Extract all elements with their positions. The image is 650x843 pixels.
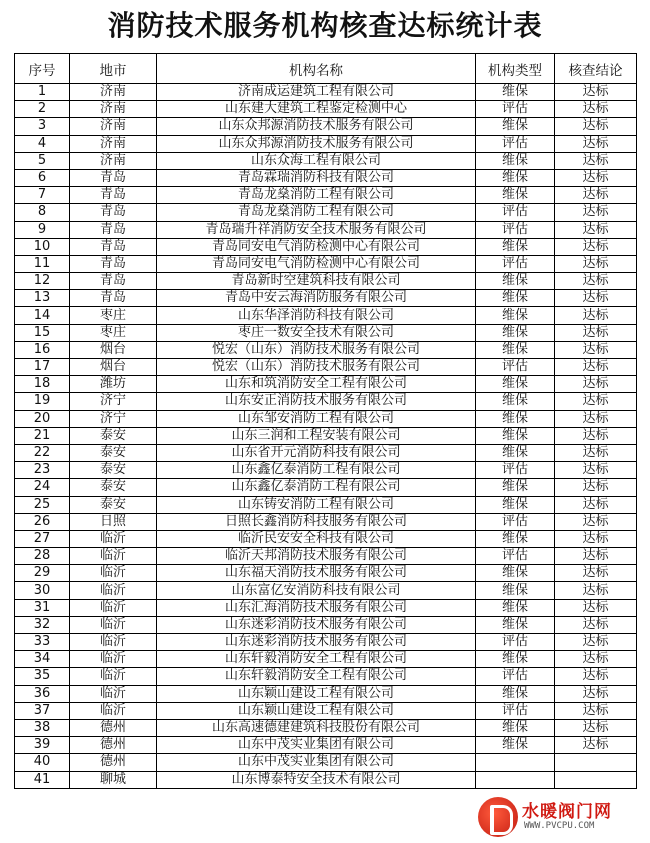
- cell-org-name: 山东三润和工程安装有限公司: [157, 427, 476, 444]
- cell-city: 德州: [70, 719, 157, 736]
- cell-city: 临沂: [70, 668, 157, 685]
- cell-result: 达标: [555, 221, 637, 238]
- table-row: [15, 359, 637, 376]
- cell-org-type: [476, 771, 555, 788]
- cell-city: 青岛: [70, 187, 157, 204]
- cell-org-name: 山东颖山建设工程有限公司: [157, 702, 476, 719]
- cell-result: 达标: [555, 462, 637, 479]
- cell-index: 16: [15, 341, 70, 358]
- cell-org-name: 临沂民安安全科技有限公司: [157, 530, 476, 547]
- table-row: [15, 702, 637, 719]
- cell-index: 9: [15, 221, 70, 238]
- cell-index: 34: [15, 651, 70, 668]
- cell-org-name: 山东迷彩消防技术服务有限公司: [157, 616, 476, 633]
- cell-city: 烟台: [70, 359, 157, 376]
- cell-result: 达标: [555, 341, 637, 358]
- table-row: [15, 376, 637, 393]
- cell-org-name: 山东高速德建建筑科技股份有限公司: [157, 719, 476, 736]
- cell-city: 济南: [70, 84, 157, 101]
- cell-result: 达标: [555, 204, 637, 221]
- table-row: [15, 685, 637, 702]
- cell-result: 达标: [555, 530, 637, 547]
- table-row: [15, 290, 637, 307]
- cell-city: 德州: [70, 754, 157, 771]
- cell-city: 德州: [70, 737, 157, 754]
- cell-result: 达标: [555, 169, 637, 186]
- table-row: [15, 565, 637, 582]
- cell-org-name: 山东众邦源消防技术服务有限公司: [157, 118, 476, 135]
- cell-city: 临沂: [70, 702, 157, 719]
- cell-org-name: 山东邹安消防工程有限公司: [157, 410, 476, 427]
- cell-city: 青岛: [70, 221, 157, 238]
- cell-result: 达标: [555, 444, 637, 461]
- cell-result: 达标: [555, 616, 637, 633]
- cell-org-type: 评估: [476, 359, 555, 376]
- cell-org-type: 评估: [476, 634, 555, 651]
- table-row: [15, 548, 637, 565]
- cell-city: 济南: [70, 101, 157, 118]
- cell-result: 达标: [555, 101, 637, 118]
- cell-result: 达标: [555, 118, 637, 135]
- cell-result: 达标: [555, 719, 637, 736]
- cell-org-name: 山东轩毅消防安全工程有限公司: [157, 651, 476, 668]
- table-row: [15, 152, 637, 169]
- table-row: [15, 307, 637, 324]
- cell-city: 临沂: [70, 548, 157, 565]
- cell-org-type: 维保: [476, 651, 555, 668]
- cell-result: [555, 771, 637, 788]
- cell-index: 33: [15, 634, 70, 651]
- cell-city: 青岛: [70, 255, 157, 272]
- cell-org-type: 评估: [476, 513, 555, 530]
- cell-index: 2: [15, 101, 70, 118]
- cell-city: 枣庄: [70, 307, 157, 324]
- cell-org-type: 维保: [476, 444, 555, 461]
- cell-result: 达标: [555, 376, 637, 393]
- cell-index: 8: [15, 204, 70, 221]
- cell-org-name: 青岛瑞升祥消防安全技术服务有限公司: [157, 221, 476, 238]
- table-body: [15, 84, 637, 789]
- table-row: [15, 530, 637, 547]
- cell-org-type: 维保: [476, 530, 555, 547]
- cell-city: 济宁: [70, 410, 157, 427]
- cell-org-name: 山东和筑消防安全工程有限公司: [157, 376, 476, 393]
- cell-index: 27: [15, 530, 70, 547]
- cell-org-name: 山东华泽消防科技有限公司: [157, 307, 476, 324]
- table-row: [15, 462, 637, 479]
- cell-org-name: 青岛龙燊消防工程有限公司: [157, 187, 476, 204]
- cell-index: 31: [15, 599, 70, 616]
- cell-org-type: 维保: [476, 376, 555, 393]
- cell-org-type: 评估: [476, 101, 555, 118]
- cell-result: 达标: [555, 496, 637, 513]
- cell-index: 32: [15, 616, 70, 633]
- cell-city: 临沂: [70, 685, 157, 702]
- cell-result: 达标: [555, 565, 637, 582]
- cell-org-name: 山东众邦源消防技术服务有限公司: [157, 135, 476, 152]
- table-row: [15, 135, 637, 152]
- cell-city: 枣庄: [70, 324, 157, 341]
- cell-org-type: 维保: [476, 496, 555, 513]
- cell-city: 临沂: [70, 599, 157, 616]
- table-row: [15, 651, 637, 668]
- cell-index: 39: [15, 737, 70, 754]
- cell-city: 济南: [70, 152, 157, 169]
- cell-org-type: 维保: [476, 238, 555, 255]
- table-row: [15, 84, 637, 101]
- cell-org-name: 山东福天消防技术服务有限公司: [157, 565, 476, 582]
- table-row: [15, 444, 637, 461]
- cell-index: 36: [15, 685, 70, 702]
- cell-org-type: 维保: [476, 290, 555, 307]
- cell-org-type: 评估: [476, 135, 555, 152]
- cell-org-name: 山东安正消防技术服务有限公司: [157, 393, 476, 410]
- cell-result: 达标: [555, 84, 637, 101]
- cell-index: 30: [15, 582, 70, 599]
- cell-city: 泰安: [70, 444, 157, 461]
- cell-city: 泰安: [70, 462, 157, 479]
- cell-result: 达标: [555, 702, 637, 719]
- cell-city: 临沂: [70, 616, 157, 633]
- table-row: [15, 221, 637, 238]
- table-row: [15, 255, 637, 272]
- cell-city: 青岛: [70, 169, 157, 186]
- cell-result: 达标: [555, 548, 637, 565]
- table-header-row: [15, 54, 637, 84]
- cell-index: 29: [15, 565, 70, 582]
- cell-result: 达标: [555, 737, 637, 754]
- header-org-name: 机构名称: [157, 54, 476, 84]
- cell-org-type: 评估: [476, 668, 555, 685]
- table-row: [15, 719, 637, 736]
- table-row: [15, 754, 637, 771]
- cell-result: 达标: [555, 273, 637, 290]
- cell-org-type: 维保: [476, 187, 555, 204]
- cell-city: 青岛: [70, 238, 157, 255]
- page-title: 消防技术服务机构核查达标统计表: [107, 9, 543, 42]
- watermark-url: WWW.PVCPU.COM: [524, 821, 595, 831]
- cell-city: 临沂: [70, 651, 157, 668]
- cell-org-type: 维保: [476, 582, 555, 599]
- cell-index: 21: [15, 427, 70, 444]
- cell-org-type: 评估: [476, 255, 555, 272]
- table-row: [15, 273, 637, 290]
- table-row: [15, 634, 637, 651]
- cell-result: 达标: [555, 135, 637, 152]
- cell-org-name: 山东中茂实业集团有限公司: [157, 737, 476, 754]
- cell-index: 5: [15, 152, 70, 169]
- cell-org-name: 山东汇海消防技术服务有限公司: [157, 599, 476, 616]
- cell-result: 达标: [555, 255, 637, 272]
- cell-result: 达标: [555, 307, 637, 324]
- watermark-text: 水暖阀门网: [522, 802, 612, 822]
- table-row: [15, 479, 637, 496]
- table-row: [15, 427, 637, 444]
- cell-city: 青岛: [70, 290, 157, 307]
- cell-org-type: 评估: [476, 462, 555, 479]
- cell-index: 25: [15, 496, 70, 513]
- cell-org-name: 青岛同安电气消防检测中心有限公司: [157, 238, 476, 255]
- table-row: [15, 324, 637, 341]
- table-row: [15, 496, 637, 513]
- cell-org-name: 青岛中安云海消防服务有限公司: [157, 290, 476, 307]
- cell-org-name: 青岛同安电气消防检测中心有限公司: [157, 255, 476, 272]
- cell-city: 济南: [70, 118, 157, 135]
- cell-index: 37: [15, 702, 70, 719]
- cell-result: 达标: [555, 634, 637, 651]
- cell-index: 15: [15, 324, 70, 341]
- cell-org-name: 山东中茂实业集团有限公司: [157, 754, 476, 771]
- cell-index: 20: [15, 410, 70, 427]
- table-row: [15, 341, 637, 358]
- cell-index: 4: [15, 135, 70, 152]
- cell-org-type: 评估: [476, 702, 555, 719]
- table-row: [15, 169, 637, 186]
- cell-org-name: 山东富亿安消防科技有限公司: [157, 582, 476, 599]
- cell-index: 6: [15, 169, 70, 186]
- header-index: 序号: [15, 54, 70, 84]
- cell-org-name: 山东鑫亿泰消防工程有限公司: [157, 479, 476, 496]
- statistics-table: [14, 53, 637, 789]
- cell-result: 达标: [555, 685, 637, 702]
- cell-org-name: 山东铸安消防工程有限公司: [157, 496, 476, 513]
- cell-index: 1: [15, 84, 70, 101]
- cell-org-name: 枣庄一数安全技术有限公司: [157, 324, 476, 341]
- cell-city: 济宁: [70, 393, 157, 410]
- cell-org-name: 山东博泰特安全技术有限公司: [157, 771, 476, 788]
- table-row: [15, 393, 637, 410]
- table-row: [15, 204, 637, 221]
- cell-org-name: 青岛龙燊消防工程有限公司: [157, 204, 476, 221]
- table-row: [15, 101, 637, 118]
- cell-org-name: 山东鑫亿泰消防工程有限公司: [157, 462, 476, 479]
- table-row: [15, 668, 637, 685]
- cell-index: 26: [15, 513, 70, 530]
- cell-org-type: 维保: [476, 616, 555, 633]
- cell-org-name: 临沂天邦消防技术服务有限公司: [157, 548, 476, 565]
- table-row: [15, 187, 637, 204]
- table-row: [15, 513, 637, 530]
- cell-org-type: 维保: [476, 152, 555, 169]
- table-row: [15, 410, 637, 427]
- cell-org-type: 维保: [476, 599, 555, 616]
- cell-org-type: 评估: [476, 548, 555, 565]
- cell-index: 35: [15, 668, 70, 685]
- cell-org-type: 维保: [476, 118, 555, 135]
- table-row: [15, 616, 637, 633]
- header-result: 核查结论: [555, 54, 637, 84]
- cell-result: [555, 754, 637, 771]
- valve-logo-icon: [478, 797, 518, 837]
- cell-org-name: 山东建大建筑工程鉴定检测中心: [157, 101, 476, 118]
- cell-result: 达标: [555, 187, 637, 204]
- cell-index: 28: [15, 548, 70, 565]
- cell-city: 聊城: [70, 771, 157, 788]
- cell-index: 40: [15, 754, 70, 771]
- cell-org-type: 维保: [476, 565, 555, 582]
- cell-org-type: 维保: [476, 479, 555, 496]
- cell-org-name: 悦宏（山东）消防技术服务有限公司: [157, 341, 476, 358]
- cell-city: 临沂: [70, 634, 157, 651]
- cell-index: 18: [15, 376, 70, 393]
- cell-index: 7: [15, 187, 70, 204]
- cell-org-name: 山东众海工程有限公司: [157, 152, 476, 169]
- cell-index: 22: [15, 444, 70, 461]
- cell-index: 17: [15, 359, 70, 376]
- cell-result: 达标: [555, 668, 637, 685]
- cell-index: 11: [15, 255, 70, 272]
- table-row: [15, 737, 637, 754]
- cell-result: 达标: [555, 324, 637, 341]
- cell-org-name: 青岛霖瑞消防科技有限公司: [157, 169, 476, 186]
- cell-org-name: 山东迷彩消防技术服务有限公司: [157, 634, 476, 651]
- cell-result: 达标: [555, 479, 637, 496]
- cell-city: 泰安: [70, 496, 157, 513]
- cell-org-type: 维保: [476, 427, 555, 444]
- cell-index: 13: [15, 290, 70, 307]
- cell-org-type: 评估: [476, 204, 555, 221]
- cell-index: 38: [15, 719, 70, 736]
- cell-org-type: 维保: [476, 273, 555, 290]
- cell-result: 达标: [555, 582, 637, 599]
- cell-org-type: 维保: [476, 84, 555, 101]
- cell-result: 达标: [555, 290, 637, 307]
- cell-city: 济南: [70, 135, 157, 152]
- cell-index: 12: [15, 273, 70, 290]
- cell-result: 达标: [555, 599, 637, 616]
- cell-city: 泰安: [70, 479, 157, 496]
- cell-org-type: 维保: [476, 307, 555, 324]
- table-row: [15, 599, 637, 616]
- cell-org-name: 青岛新时空建筑科技有限公司: [157, 273, 476, 290]
- cell-result: 达标: [555, 410, 637, 427]
- cell-org-type: 维保: [476, 324, 555, 341]
- table-row: [15, 118, 637, 135]
- cell-index: 19: [15, 393, 70, 410]
- cell-org-name: 济南成运建筑工程有限公司: [157, 84, 476, 101]
- cell-org-type: 维保: [476, 737, 555, 754]
- cell-org-type: [476, 754, 555, 771]
- cell-index: 10: [15, 238, 70, 255]
- header-org-type: 机构类型: [476, 54, 555, 84]
- cell-city: 临沂: [70, 565, 157, 582]
- cell-city: 潍坊: [70, 376, 157, 393]
- cell-city: 泰安: [70, 427, 157, 444]
- cell-index: 3: [15, 118, 70, 135]
- cell-result: 达标: [555, 651, 637, 668]
- cell-city: 青岛: [70, 204, 157, 221]
- cell-org-name: 山东颖山建设工程有限公司: [157, 685, 476, 702]
- cell-org-name: 山东省开元消防科技有限公司: [157, 444, 476, 461]
- cell-result: 达标: [555, 393, 637, 410]
- table-row: [15, 771, 637, 788]
- cell-org-type: 维保: [476, 719, 555, 736]
- cell-org-type: 维保: [476, 393, 555, 410]
- cell-index: 41: [15, 771, 70, 788]
- cell-city: 日照: [70, 513, 157, 530]
- cell-result: 达标: [555, 427, 637, 444]
- cell-org-type: 维保: [476, 341, 555, 358]
- cell-city: 临沂: [70, 582, 157, 599]
- cell-org-type: 评估: [476, 221, 555, 238]
- cell-city: 临沂: [70, 530, 157, 547]
- table-row: [15, 238, 637, 255]
- table-row: [15, 582, 637, 599]
- cell-org-name: 日照长鑫消防科技服务有限公司: [157, 513, 476, 530]
- cell-index: 24: [15, 479, 70, 496]
- cell-org-type: 维保: [476, 410, 555, 427]
- cell-result: 达标: [555, 238, 637, 255]
- cell-result: 达标: [555, 513, 637, 530]
- cell-index: 23: [15, 462, 70, 479]
- cell-org-type: 维保: [476, 685, 555, 702]
- header-city: 地市: [70, 54, 157, 84]
- cell-org-name: 山东轩毅消防安全工程有限公司: [157, 668, 476, 685]
- cell-city: 烟台: [70, 341, 157, 358]
- cell-city: 青岛: [70, 273, 157, 290]
- cell-index: 14: [15, 307, 70, 324]
- cell-result: 达标: [555, 359, 637, 376]
- cell-org-name: 悦宏（山东）消防技术服务有限公司: [157, 359, 476, 376]
- site-watermark: [478, 795, 646, 839]
- cell-org-type: 维保: [476, 169, 555, 186]
- cell-result: 达标: [555, 152, 637, 169]
